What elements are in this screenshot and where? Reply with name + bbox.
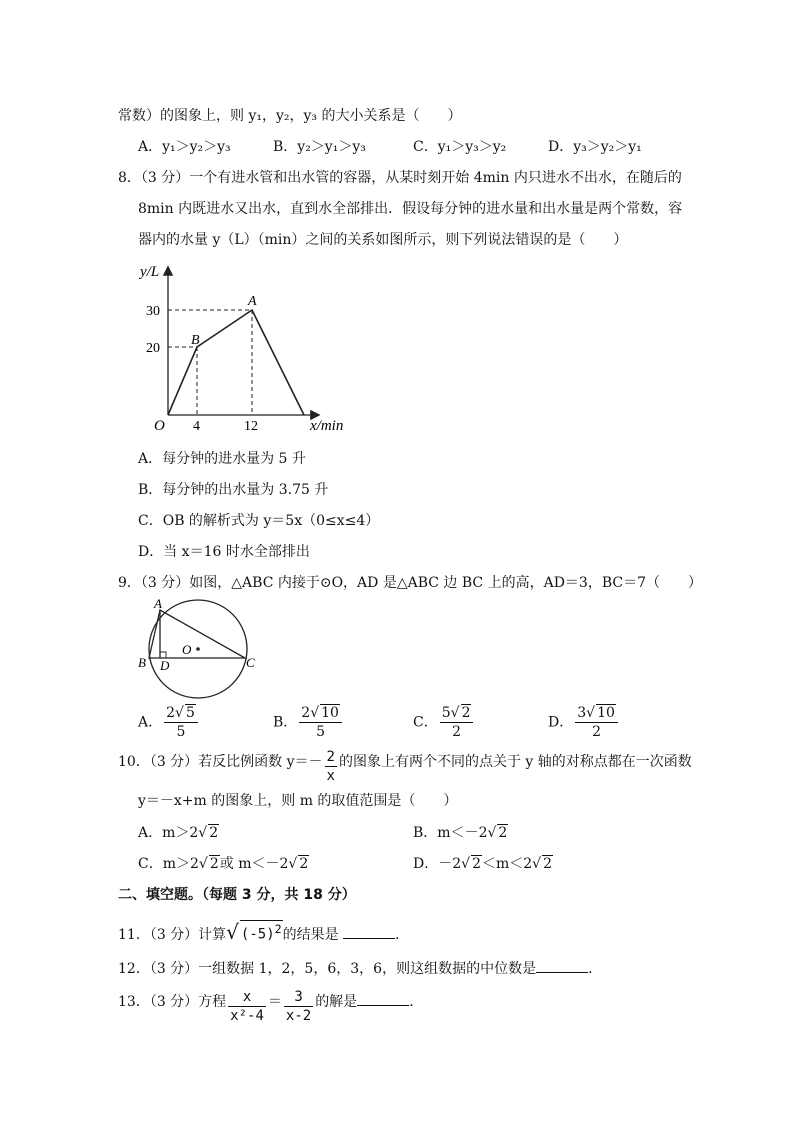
q9-option-a[interactable]: A． $\frac{2√ 5}{5}$ [138, 704, 200, 741]
q8-option-b[interactable]: B．每分钟的出水量为 3.75 升 [138, 482, 329, 498]
section2-title: 二、填空题。（每题 3 分，共 18 分） [118, 887, 356, 903]
label-c: C [246, 655, 255, 670]
q8-water-graph [128, 258, 358, 438]
q8-stem-line2: 8min 内既进水又出水，直到水全部排出．假设每分钟的进水量和出水量是两个常数，容 [138, 201, 683, 217]
origin-label: O [154, 418, 165, 434]
label-d: D [160, 658, 170, 673]
q9-option-b[interactable]: B． $\frac{2√ 10}{5}$ [273, 704, 344, 741]
q8-option-d[interactable]: D．当 x＝16 时水全部排出 [138, 544, 310, 560]
q11-text: 11．（3 分）计算√ $(-5)^2$的结果是 ． [118, 920, 410, 944]
q8-stem-line3: 器内的水量 y（L）（min）之间的关系如图所示，则下列说法错误的是（ ） [138, 232, 628, 248]
q13-answer-blank[interactable] [357, 993, 409, 1006]
q8-option-a[interactable]: A．每分钟的进水量为 5 升 [138, 451, 306, 467]
q7-option-d[interactable]: D．y₃＞y₂＞y₁ [548, 139, 642, 155]
q10-stem: 10．（3 分）若反比例函数 y＝－ $\frac{2}{x}$ 的图象上有两个不同的点关于 y 轴的对称点都在一次函数 [118, 749, 692, 784]
q13-text: 13．（3 分）方程 $\frac{x}{\text{x²-4}}$ ＝ $\frac{3}{x-2}$ 的解是 ． [118, 989, 424, 1024]
triangle-abc [149, 610, 245, 658]
q8-stem-line1: 8．（3 分）一个有进水管和出水管的容器，从某时刻开始 4min 内只进水不出水，在随后的 [118, 170, 682, 186]
label-a: A [154, 597, 162, 611]
q9-option-c[interactable]: C． $\frac{5√ 2}{2}$ [413, 704, 475, 741]
q10-stem-line2: y＝－x+m 的图象上，则 m 的取值范围是（ ） [138, 793, 458, 809]
q10-option-c[interactable]: C．m＞2√ 2或 m＜－2√ 2 [138, 856, 309, 872]
q9-circle-figure [132, 597, 262, 701]
q8-option-c[interactable]: C．OB 的解析式为 y＝5x（0≤x≤4） [138, 513, 380, 529]
q12-answer-blank[interactable] [536, 960, 588, 973]
point-a-label: A [248, 294, 257, 309]
x-axis-label: x/min [310, 418, 344, 434]
q10-option-d[interactable]: D．－2√ 2＜m＜2√ 2 [413, 856, 553, 872]
q9-stem: 9．（3 分）如图，△ABC 内接于⊙O，AD 是△ABC 边 BC 上的高，AD＝3，BC＝7（ ） [118, 575, 702, 591]
water-line [168, 310, 304, 415]
y-tick-20: 20 [146, 341, 160, 356]
q7-tail-text: 常数）的图象上，则 y₁，y₂，y₃ 的大小关系是（ ） [118, 108, 462, 124]
q10-option-b[interactable]: B．m＜－2√ 2 [413, 825, 508, 841]
label-b: B [138, 655, 146, 670]
q11-answer-blank[interactable] [343, 926, 395, 939]
q10-option-a[interactable]: A．m＞2√ 2 [138, 825, 219, 841]
q7-option-c[interactable]: C．y₁＞y₃＞y₂ [413, 139, 507, 155]
x-tick-4: 4 [193, 419, 200, 434]
label-o: O [182, 642, 192, 657]
q7-option-a[interactable]: A．y₁＞y₂＞y₃ [138, 139, 231, 155]
y-axis-label: y/L [140, 264, 160, 280]
q9-option-d[interactable]: D． $\frac{3√ 10}{2}$ [548, 704, 620, 741]
q7-option-b[interactable]: B．y₂＞y₁＞y₃ [273, 139, 366, 155]
y-tick-30: 30 [146, 304, 160, 319]
q12-text: 12．（3 分）一组数据 1，2，5，6，3，6，则这组数据的中位数是 ． [118, 961, 603, 977]
center-dot [196, 647, 200, 651]
point-b-label: B [191, 333, 200, 348]
x-tick-12: 12 [244, 419, 258, 434]
